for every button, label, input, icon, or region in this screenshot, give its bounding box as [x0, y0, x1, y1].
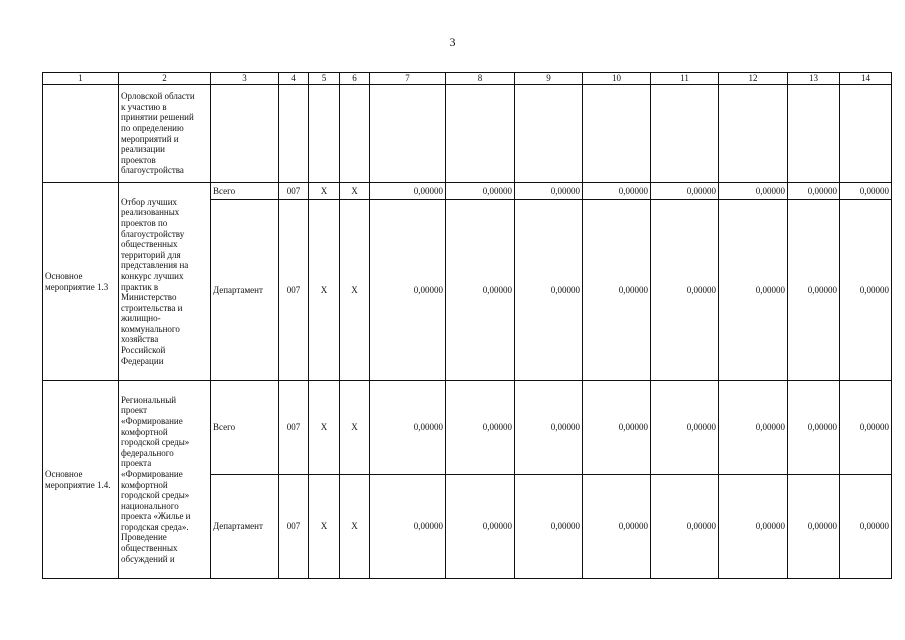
value-cell: 0,00000 — [370, 475, 446, 579]
column-header: 9 — [515, 73, 583, 85]
event-description: Региональный проект «Формирование комфортной городской среды» федерального проекта «Формирование комфортной городской среды» национального проекта «Жилье и городская среда». Проведение общественных обсуждений и — [119, 381, 211, 579]
column-header: 5 — [309, 73, 340, 85]
executor-cell: Всего — [211, 381, 279, 475]
value-cell: 0,00000 — [583, 200, 651, 381]
code-cell: 007 — [279, 381, 309, 475]
value-cell: 0,00000 — [370, 183, 446, 200]
empty-cell — [211, 85, 279, 183]
event-description: Отбор лучших реализованных проектов по благоустройству общественных территорий для представления на конкурс лучших практик в Министерство строительства и жилищно- коммунального хозяйства Российской Федерации — [119, 183, 211, 381]
event-description: Орловской области к участию в принятии решений по определению мероприятий и реализации проектов благоустройства — [119, 85, 211, 183]
column-header: 7 — [370, 73, 446, 85]
value-cell: 0,00000 — [515, 475, 583, 579]
value-cell: 0,00000 — [788, 475, 840, 579]
empty-cell — [719, 85, 788, 183]
empty-cell — [788, 85, 840, 183]
value-cell: 0,00000 — [651, 183, 719, 200]
event-name-cell — [43, 85, 119, 183]
value-cell: 0,00000 — [515, 381, 583, 475]
value-cell: 0,00000 — [840, 183, 892, 200]
column-header: 6 — [340, 73, 370, 85]
value-cell: 0,00000 — [719, 475, 788, 579]
value-cell: 0,00000 — [719, 381, 788, 475]
column-header: 12 — [719, 73, 788, 85]
column-header: 3 — [211, 73, 279, 85]
table-row — [43, 183, 892, 200]
value-cell: 0,00000 — [583, 381, 651, 475]
value-cell: 0,00000 — [515, 183, 583, 200]
value-cell: 0,00000 — [583, 183, 651, 200]
event-name: Основное мероприятие 1.3 — [43, 183, 119, 381]
table-body — [43, 73, 892, 579]
column-header: 2 — [119, 73, 211, 85]
x-cell: X — [309, 381, 340, 475]
empty-cell — [583, 85, 651, 183]
x-cell: X — [340, 200, 370, 381]
column-header: 1 — [43, 73, 119, 85]
table-row — [43, 381, 892, 475]
empty-cell — [651, 85, 719, 183]
value-cell: 0,00000 — [651, 475, 719, 579]
code-cell: 007 — [279, 183, 309, 200]
column-header: 11 — [651, 73, 719, 85]
code-cell: 007 — [279, 475, 309, 579]
empty-cell — [370, 85, 446, 183]
value-cell: 0,00000 — [788, 200, 840, 381]
value-cell: 0,00000 — [788, 183, 840, 200]
x-cell: X — [340, 475, 370, 579]
value-cell: 0,00000 — [370, 200, 446, 381]
empty-cell — [446, 85, 515, 183]
value-cell: 0,00000 — [446, 183, 515, 200]
empty-cell — [279, 85, 309, 183]
budget-table — [42, 72, 892, 579]
column-header: 4 — [279, 73, 309, 85]
value-cell: 0,00000 — [446, 475, 515, 579]
empty-cell — [515, 85, 583, 183]
event-name: Основное мероприятие 1.4. — [43, 381, 119, 579]
executor-cell: Всего — [211, 183, 279, 200]
value-cell: 0,00000 — [840, 200, 892, 381]
value-cell: 0,00000 — [788, 381, 840, 475]
value-cell: 0,00000 — [719, 200, 788, 381]
value-cell: 0,00000 — [446, 200, 515, 381]
x-cell: X — [309, 183, 340, 200]
header-row — [43, 73, 892, 85]
x-cell: X — [309, 200, 340, 381]
column-header: 13 — [788, 73, 840, 85]
executor-cell: Департамент — [211, 200, 279, 381]
value-cell: 0,00000 — [515, 200, 583, 381]
value-cell: 0,00000 — [840, 475, 892, 579]
value-cell: 0,00000 — [651, 200, 719, 381]
value-cell: 0,00000 — [370, 381, 446, 475]
value-cell: 0,00000 — [719, 183, 788, 200]
page-number: 3 — [449, 35, 456, 49]
value-cell: 0,00000 — [840, 381, 892, 475]
value-cell: 0,00000 — [446, 381, 515, 475]
empty-cell — [309, 85, 340, 183]
column-header: 10 — [583, 73, 651, 85]
column-header: 8 — [446, 73, 515, 85]
empty-cell — [840, 85, 892, 183]
value-cell: 0,00000 — [583, 475, 651, 579]
x-cell: X — [309, 475, 340, 579]
x-cell: X — [340, 381, 370, 475]
value-cell: 0,00000 — [651, 381, 719, 475]
code-cell: 007 — [279, 200, 309, 381]
column-header: 14 — [840, 73, 892, 85]
x-cell: X — [340, 183, 370, 200]
empty-cell — [340, 85, 370, 183]
executor-cell: Департамент — [211, 475, 279, 579]
continuation-row — [43, 85, 892, 183]
